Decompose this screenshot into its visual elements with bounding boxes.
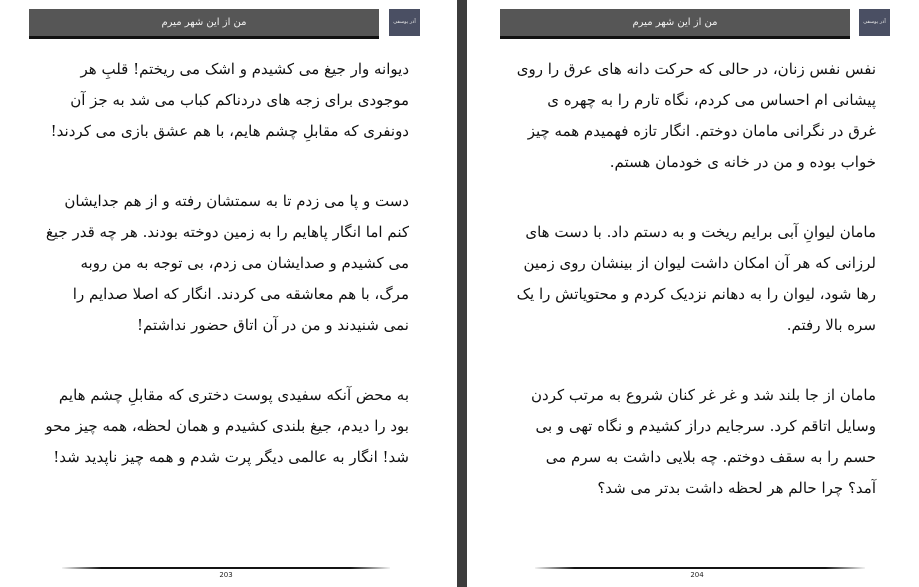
footer-divider bbox=[535, 567, 865, 569]
author-label: آذر یوسفی bbox=[389, 9, 420, 36]
paragraph: دیوانه وار جیغ می کشیدم و اشک می ریختم! قلبِ هر موجودی برای زجه های دردناکم کباب می شد به جز آن دونفری که مقابلِ چشم هایم، با هم عشق بازی می کردند! bbox=[50, 60, 409, 140]
left-page bbox=[0, 0, 457, 587]
right-page bbox=[467, 0, 919, 587]
page-gutter bbox=[457, 0, 467, 587]
author-label: آذر یوسفی bbox=[859, 9, 890, 36]
paragraph: به محض آنکه سفیدی پوست دختری که مقابلِ چشم هایم بود را دیدم، جیغ بلندی کشیدم و همان لحظه، همه چیز محو شد! انگار به عالمی دیگر پرت شدم و همه چیز ناپدید شد! bbox=[45, 386, 409, 466]
paragraph: مامان از جا بلند شد و غر غر کنان شروع به مرتب کردن وسایل اتاقم کرد. سرجایم دراز کشیدم و نگاه تهی و بی حسم را به سقف دوختم. چه بلایی داشت به سرم می آمد؟ چرا حالم هر لحظه داشت بدتر می شد؟ bbox=[531, 386, 876, 497]
page-body-text bbox=[44, 54, 409, 473]
paragraph: نفس نفس زنان، در حالی که حرکت دانه های عرق را روی پیشانی ام احساس می کردم، نگاه تارم را به چهره ی غرق در نگرانی مامان دوختم. انگار تازه فهمیدم همه چیز خواب بوده و من در خانه ی خودمان هستم. bbox=[516, 60, 876, 171]
paragraph: دست و پا می زدم تا به سمتشان رفته و از هم جدایشان کنم اما انگار پاهایم را به زمین دوخته بودند. هر چه قدر جیغ می کشیدم و صدایشان می زدم، بی توجه به من روبه مرگ، با هم معاشقه می کردند. انگار که اصلا صدایم را نمی شنیدند و من در آن اتاق حضور نداشتم! bbox=[45, 192, 409, 334]
page-body-text bbox=[515, 54, 876, 504]
book-title-header: من از این شهر میرم bbox=[500, 9, 850, 39]
page-number: 204 bbox=[690, 571, 704, 579]
paragraph: مامان لیوانِ آبی برایم ریخت و به دستم داد. با دست های لرزانی که هر آن امکان داشت لیوان از بینشان روی زمین رها شود، لیوان را به دهانم نزدیک کردم و محتویاتش را یک سره بالا رفتم. bbox=[516, 223, 876, 334]
page-number: 203 bbox=[219, 571, 233, 579]
footer-divider bbox=[62, 567, 390, 569]
book-title-header: من از این شهر میرم bbox=[29, 9, 379, 39]
